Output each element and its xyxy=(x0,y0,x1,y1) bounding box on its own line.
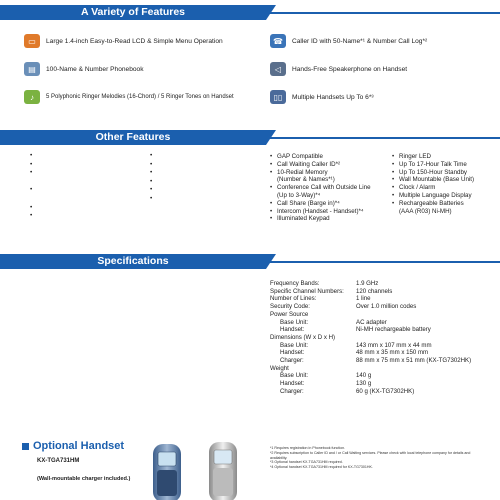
spec-row xyxy=(270,388,471,396)
footnote: *3 Optional handset KX-TGA731HM required. xyxy=(270,460,343,465)
feature-bullet: • Intercom (Handset - Handset)*⁴ xyxy=(270,208,371,216)
spec-label: Handset: xyxy=(280,380,305,388)
specifications-banner: Specifications xyxy=(0,254,266,269)
feature-bullet: • Up To 17-Hour Talk Time xyxy=(392,161,474,169)
spec-label: Base Unit: xyxy=(280,341,309,349)
other-features-col-2 xyxy=(392,153,474,215)
spec-value: 140 g xyxy=(356,372,372,380)
feature-bullet: • Call Waiting Caller ID*² xyxy=(270,161,371,169)
spec-label: Power Source xyxy=(270,310,309,318)
spec-value: 143 mm x 107 mm x 44 mm xyxy=(356,341,432,349)
placeholder-bullets: • • • • • • xyxy=(30,152,33,220)
spec-value: 130 g xyxy=(356,380,372,388)
spec-row xyxy=(270,295,471,303)
spec-row xyxy=(270,303,471,311)
spec-row xyxy=(270,380,471,388)
feature-bullet: • Ringer LED xyxy=(392,153,474,161)
footnotes xyxy=(270,446,480,470)
speakerphone-icon: ◁ xyxy=(270,62,286,76)
feature-text: 100-Name & Number Phonebook xyxy=(46,65,144,73)
spec-label: Handset: xyxy=(280,326,305,334)
feature-bullet: • Wall Mountable (Base Unit) xyxy=(392,176,474,184)
spec-value: AC adapter xyxy=(356,318,387,326)
optional-handset-title: Optional Handset xyxy=(22,440,124,452)
feature-bullet: • GAP Compatible xyxy=(270,153,371,161)
feature-text: Multiple Handsets Up To 6*³ xyxy=(292,93,374,101)
placeholder-bullets: • • • • • • xyxy=(150,152,153,202)
spec-label: Charger: xyxy=(280,387,304,395)
other-features-banner: Other Features xyxy=(0,130,266,145)
feature-item xyxy=(24,62,144,76)
feature-bullet: • Up To 150-Hour Standby xyxy=(392,169,474,177)
spec-value: 120 channels xyxy=(356,287,393,295)
feature-bullet: • 10-Redial Memory xyxy=(270,169,371,177)
spec-value: 1 line xyxy=(356,295,371,303)
spec-label: Base Unit: xyxy=(280,318,309,326)
features-banner: A Variety of Features xyxy=(0,5,266,20)
feature-item xyxy=(270,90,374,104)
feature-text: Large 1.4-inch Easy-to-Read LCD & Simple Menu Operation xyxy=(46,37,223,45)
spec-row xyxy=(270,319,471,327)
feature-bullet-sub: (Up to 3-Way)*⁴ xyxy=(277,191,321,199)
feature-bullet: • Multiple Language Display xyxy=(392,192,474,200)
spec-row xyxy=(270,326,471,334)
spec-label: Handset: xyxy=(280,349,305,357)
caller-id-icon: ☎ xyxy=(270,34,286,48)
spec-label: Security Code: xyxy=(270,303,310,311)
footnote: *1 Requires registration in Phonebook function. xyxy=(270,446,346,450)
spec-label: Weight xyxy=(270,364,289,372)
spec-row xyxy=(270,342,471,350)
spec-label: Base Unit: xyxy=(280,372,309,380)
feature-item xyxy=(270,62,407,76)
feature-item xyxy=(24,34,223,48)
feature-text: 5 Polyphonic Ringer Melodies (16-Chord) / 5 Ringer Tones on Handset xyxy=(46,94,234,100)
feature-bullet: • Rechargeable Batteries xyxy=(392,200,474,208)
feature-text: Hands-Free Speakerphone on Handset xyxy=(292,65,408,73)
feature-bullet: • Conference Call with Outside Line xyxy=(270,184,371,192)
spec-row xyxy=(270,365,471,373)
spec-value: Over 1.0 million codes xyxy=(356,303,417,311)
title-square-icon xyxy=(22,443,29,450)
feature-bullet: • Clock / Alarm xyxy=(392,184,474,192)
spec-value: 48 mm x 35 mm x 150 mm xyxy=(356,349,429,357)
feature-text: Caller ID with 50-Name*¹ & Number Call Log*² xyxy=(292,37,428,45)
spec-value: 1.9 GHz xyxy=(356,280,379,287)
optional-model: KX-TGA731HM xyxy=(37,458,80,464)
feature-bullet: • Call Share (Barge in)*⁴ xyxy=(270,200,371,208)
phonebook-icon: ▤ xyxy=(24,62,40,76)
footnote: *4 Optional handset KX-TGA731HM required for KX-TG7301HK. xyxy=(270,465,373,470)
lcd-display-icon: ▭ xyxy=(24,34,40,48)
spec-row xyxy=(270,372,471,380)
spec-label: Dimensions (W x D x H) xyxy=(270,333,336,341)
spec-label: Specific Channel Numbers: xyxy=(270,287,344,295)
spec-value: 88 mm x 75 mm x 51 mm (KX-TG7302HK) xyxy=(356,357,472,365)
spec-row xyxy=(270,311,471,319)
footnote: *2 Requires subscription to Caller ID and / or Call Waiting services. Please check with local telephone company for details and availability. xyxy=(270,450,471,460)
spec-row xyxy=(270,357,471,365)
spec-label: Charger: xyxy=(280,357,304,365)
other-features-col-1 xyxy=(270,153,371,223)
multiple-handsets-icon: ▯▯ xyxy=(270,90,286,104)
feature-item xyxy=(270,34,427,48)
spec-row xyxy=(270,334,471,342)
optional-note: (Wall-mountable charger included.) xyxy=(37,476,131,482)
feature-bullet-sub: (AAA (R03) Ni-MH) xyxy=(399,207,452,215)
feature-bullet: • Illuminated Keypad xyxy=(270,215,371,223)
spec-row xyxy=(270,288,471,296)
spec-label: Frequency Bands: xyxy=(270,280,320,287)
spec-value: 60 g (KX-TG7302HK) xyxy=(356,387,415,395)
optional-handset-image xyxy=(143,440,258,500)
spec-label: Number of Lines: xyxy=(270,295,317,303)
music-note-icon: ♪ xyxy=(24,90,40,104)
feature-item xyxy=(24,90,234,104)
spec-value: Ni-MH rechargeable battery xyxy=(356,326,431,334)
feature-bullet-sub: (Number & Names*¹) xyxy=(277,176,335,184)
spec-row xyxy=(270,280,471,288)
specifications-table xyxy=(270,280,471,396)
spec-row xyxy=(270,349,471,357)
